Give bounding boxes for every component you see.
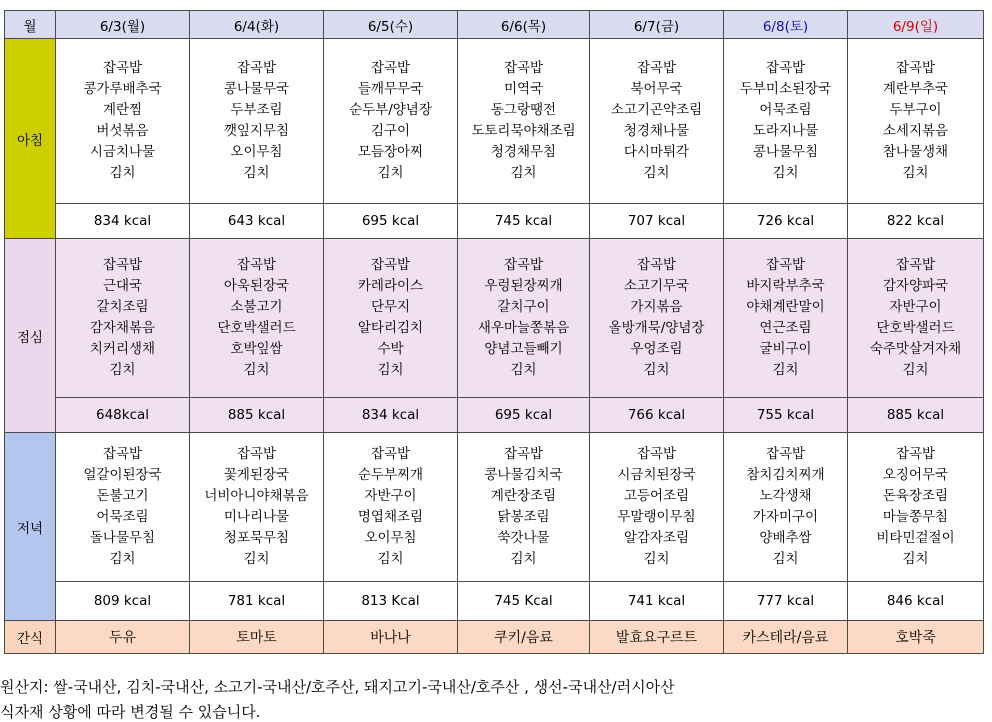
dish-item: 잡곡밥 (503, 257, 544, 273)
dish-item: 올방개묵/양념장 (608, 320, 705, 336)
menu-cell (56, 39, 190, 204)
dish-item: 고등어조림 (623, 488, 690, 504)
dish-item: 명엽채조림 (357, 509, 424, 525)
kcal-value: 813 Kcal (324, 582, 458, 621)
dish-item: 김치 (902, 551, 929, 567)
lunch-dishes-row (5, 239, 984, 398)
menu-cell (56, 433, 190, 582)
snack-item: 토마토 (190, 621, 324, 654)
dish-item: 어묵조림 (96, 509, 149, 525)
dish-item: 잡곡밥 (765, 257, 806, 273)
menu-cell (458, 239, 590, 398)
menu-cell (724, 239, 848, 398)
dish-item: 두부조림 (230, 102, 283, 118)
dish-item: 가자미구이 (752, 509, 819, 525)
dish-item: 오이무침 (364, 530, 417, 546)
dish-item: 갈치구이 (497, 299, 550, 315)
dish-item: 김치 (510, 165, 537, 181)
menu-cell (590, 433, 724, 582)
dish-item: 콩가루배추국 (83, 81, 162, 97)
snack-item: 호박죽 (848, 621, 984, 654)
dish-item: 근대국 (102, 278, 143, 294)
dish-item: 잡곡밥 (102, 60, 143, 76)
dish-item: 김치 (643, 551, 670, 567)
month-corner-cell: 월 (5, 11, 56, 39)
snack-item: 카스테라/음료 (724, 621, 848, 654)
menu-cell (324, 239, 458, 398)
menu-cell (724, 433, 848, 582)
menu-cell (848, 239, 984, 398)
breakfast-dishes-row (5, 39, 984, 204)
dish-item: 비타민겉절이 (876, 530, 955, 546)
dish-item: 소고기무국 (623, 278, 690, 294)
meal-label-lunch: 점심 (5, 239, 56, 433)
snack-row (5, 621, 984, 654)
kcal-value: 885 kcal (190, 398, 324, 433)
meal-label-snack: 간식 (5, 621, 56, 654)
kcal-value: 755 kcal (724, 398, 848, 433)
dish-item: 콩나물김치국 (484, 467, 563, 483)
dish-item: 알감자조림 (623, 530, 690, 546)
lunch-kcal-row (5, 398, 984, 433)
day-header-sunday: 6/9(일) (848, 11, 984, 39)
dish-item: 양배추쌈 (759, 530, 812, 546)
dish-item: 감자채볶음 (89, 320, 156, 336)
kcal-value: 741 kcal (590, 582, 724, 621)
dish-item: 김치 (109, 165, 136, 181)
menu-cell (324, 39, 458, 204)
dish-item: 도라지나물 (752, 123, 819, 139)
dish-item: 잡곡밥 (503, 60, 544, 76)
dish-item: 청경채무침 (490, 144, 557, 160)
breakfast-kcal-row (5, 204, 984, 239)
kcal-value: 766 kcal (590, 398, 724, 433)
dish-item: 잡곡밥 (370, 446, 411, 462)
dish-item: 김치 (109, 362, 136, 378)
change-notice: 식자재 상황에 따라 변경될 수 있습니다. (0, 703, 261, 721)
dish-item: 수박 (377, 341, 404, 357)
weekly-menu-table (4, 10, 984, 654)
dish-item: 청경채나물 (623, 123, 690, 139)
origin-notice: 원산지: 쌀-국내산, 김치-국내산, 소고기-국내산/호주산, 돼지고기-국내산/호주산 , 생선-국내산/러시아산 (0, 678, 675, 696)
dish-item: 계란부추국 (882, 81, 949, 97)
dish-item: 잡곡밥 (636, 446, 677, 462)
dish-item: 돈불고기 (96, 488, 149, 504)
menu-cell (324, 433, 458, 582)
dish-item: 야채계란말이 (746, 299, 825, 315)
day-header: 6/6(목) (458, 11, 590, 39)
dish-item: 잡곡밥 (102, 446, 143, 462)
meal-label-breakfast: 아침 (5, 39, 56, 239)
dish-item: 단무지 (370, 299, 411, 315)
kcal-value: 707 kcal (590, 204, 724, 239)
dish-item: 동그랑땡전 (490, 102, 557, 118)
dish-item: 시금치된장국 (617, 467, 696, 483)
dish-item: 잡곡밥 (370, 257, 411, 273)
dish-item: 무말랭이무침 (617, 509, 696, 525)
dish-item: 너비아니야채볶음 (204, 488, 309, 504)
dish-item: 가지볶음 (630, 299, 683, 315)
snack-item: 두유 (56, 621, 190, 654)
dish-item: 쑥갓나물 (497, 530, 550, 546)
dish-item: 김치 (377, 362, 404, 378)
dish-item: 순두부/양념장 (349, 102, 432, 118)
day-header-saturday: 6/8(토) (724, 11, 848, 39)
menu-cell (590, 239, 724, 398)
dish-item: 꽃게된장국 (223, 467, 290, 483)
kcal-value: 777 kcal (724, 582, 848, 621)
snack-item: 쿠키/음료 (458, 621, 590, 654)
dish-item: 김치 (243, 362, 270, 378)
dish-item: 새우마늘쫑볶음 (477, 320, 570, 336)
dish-item: 두부구이 (889, 102, 942, 118)
dish-item: 다시마튀각 (623, 144, 690, 160)
dish-item: 잡곡밥 (503, 446, 544, 462)
dish-item: 우렁된장찌개 (484, 278, 563, 294)
dish-item: 들깨무무국 (357, 81, 424, 97)
dish-item: 단호박샐러드 (876, 320, 955, 336)
day-header-row (5, 11, 984, 39)
day-header: 6/7(금) (590, 11, 724, 39)
dish-item: 닭봉조림 (497, 509, 550, 525)
dish-item: 계란찜 (102, 102, 143, 118)
kcal-value: 885 kcal (848, 398, 984, 433)
dish-item: 두부미소된장국 (739, 81, 832, 97)
dish-item: 알타리김치 (357, 320, 424, 336)
dish-item: 어묵조림 (759, 102, 812, 118)
dish-item: 모듬장아찌 (357, 144, 424, 160)
dish-item: 얼갈이된장국 (83, 467, 162, 483)
dish-item: 잡곡밥 (236, 60, 277, 76)
kcal-value: 822 kcal (848, 204, 984, 239)
dish-item: 김치 (510, 362, 537, 378)
kcal-value: 834 kcal (324, 398, 458, 433)
dish-item: 김치 (902, 165, 929, 181)
dish-item: 오이무침 (230, 144, 283, 160)
menu-cell (724, 39, 848, 204)
meal-label-dinner: 저녁 (5, 433, 56, 621)
menu-cell (190, 39, 324, 204)
dish-item: 김치 (772, 551, 799, 567)
dish-item: 김치 (243, 551, 270, 567)
kcal-value: 846 kcal (848, 582, 984, 621)
dinner-dishes-row (5, 433, 984, 582)
dish-item: 김치 (772, 362, 799, 378)
dish-item: 연근조림 (759, 320, 812, 336)
dish-item: 김치 (109, 551, 136, 567)
dish-item: 소고기곤약조림 (610, 102, 703, 118)
dish-item: 자반구이 (364, 488, 417, 504)
kcal-value: 695 kcal (458, 398, 590, 433)
dish-item: 잡곡밥 (895, 446, 936, 462)
kcal-value: 745 Kcal (458, 582, 590, 621)
dish-item: 잡곡밥 (765, 60, 806, 76)
dish-item: 노각생채 (759, 488, 812, 504)
dish-item: 깻잎지무침 (223, 123, 290, 139)
snack-item: 발효요구르트 (590, 621, 724, 654)
dish-item: 갈치조림 (96, 299, 149, 315)
dish-item: 우엉조림 (630, 341, 683, 357)
dish-item: 숙주맛살겨자채 (869, 341, 962, 357)
menu-cell (458, 433, 590, 582)
dish-item: 참나물생채 (882, 144, 949, 160)
dish-item: 호박잎쌈 (230, 341, 283, 357)
dish-item: 잡곡밥 (895, 257, 936, 273)
dish-item: 미역국 (503, 81, 544, 97)
dish-item: 잡곡밥 (236, 446, 277, 462)
dish-item: 양념고들빼기 (484, 341, 563, 357)
kcal-value: 809 kcal (56, 582, 190, 621)
dish-item: 치커리생채 (89, 341, 156, 357)
kcal-value: 781 kcal (190, 582, 324, 621)
kcal-value: 745 kcal (458, 204, 590, 239)
kcal-value: 695 kcal (324, 204, 458, 239)
menu-cell (458, 39, 590, 204)
dish-item: 김구이 (370, 123, 411, 139)
menu-cell (848, 433, 984, 582)
dish-item: 시금치나물 (89, 144, 156, 160)
day-header: 6/4(화) (190, 11, 324, 39)
dish-item: 잡곡밥 (102, 257, 143, 273)
dish-item: 김치 (510, 551, 537, 567)
dish-item: 계란장조림 (490, 488, 557, 504)
menu-cell (190, 433, 324, 582)
dish-item: 미나리나물 (223, 509, 290, 525)
dinner-kcal-row (5, 582, 984, 621)
dish-item: 잡곡밥 (636, 257, 677, 273)
dish-item: 소세지볶음 (882, 123, 949, 139)
dish-item: 잡곡밥 (370, 60, 411, 76)
dish-item: 북어무국 (630, 81, 683, 97)
dish-item: 콩나물무침 (752, 144, 819, 160)
day-header: 6/3(월) (56, 11, 190, 39)
kcal-value: 648kcal (56, 398, 190, 433)
dish-item: 굴비구이 (759, 341, 812, 357)
dish-item: 김치 (377, 165, 404, 181)
dish-item: 김치 (377, 551, 404, 567)
dish-item: 버섯볶음 (96, 123, 149, 139)
dish-item: 김치 (902, 362, 929, 378)
dish-item: 잡곡밥 (236, 257, 277, 273)
dish-item: 오징어무국 (882, 467, 949, 483)
dish-item: 김치 (243, 165, 270, 181)
dish-item: 청포묵무침 (223, 530, 290, 546)
dish-item: 잡곡밥 (765, 446, 806, 462)
day-header: 6/5(수) (324, 11, 458, 39)
menu-cell (56, 239, 190, 398)
dish-item: 돈육장조림 (882, 488, 949, 504)
dish-item: 참치김치찌개 (746, 467, 825, 483)
dish-item: 카레라이스 (357, 278, 424, 294)
menu-cell (590, 39, 724, 204)
dish-item: 김치 (643, 362, 670, 378)
dish-item: 잡곡밥 (895, 60, 936, 76)
dish-item: 소불고기 (230, 299, 283, 315)
dish-item: 자반구이 (889, 299, 942, 315)
dish-item: 순두부찌개 (357, 467, 424, 483)
dish-item: 김치 (643, 165, 670, 181)
dish-item: 바지락부추국 (746, 278, 825, 294)
dish-item: 돌나물무침 (89, 530, 156, 546)
dish-item: 마늘쫑무침 (882, 509, 949, 525)
dish-item: 콩나물무국 (223, 81, 290, 97)
dish-item: 김치 (772, 165, 799, 181)
menu-cell (190, 239, 324, 398)
menu-cell (848, 39, 984, 204)
dish-item: 도토리묵야채조림 (471, 123, 576, 139)
dish-item: 감자양파국 (882, 278, 949, 294)
dish-item: 아욱된장국 (223, 278, 290, 294)
kcal-value: 726 kcal (724, 204, 848, 239)
snack-item: 바나나 (324, 621, 458, 654)
dish-item: 잡곡밥 (636, 60, 677, 76)
kcal-value: 643 kcal (190, 204, 324, 239)
kcal-value: 834 kcal (56, 204, 190, 239)
dish-item: 단호박샐러드 (217, 320, 296, 336)
